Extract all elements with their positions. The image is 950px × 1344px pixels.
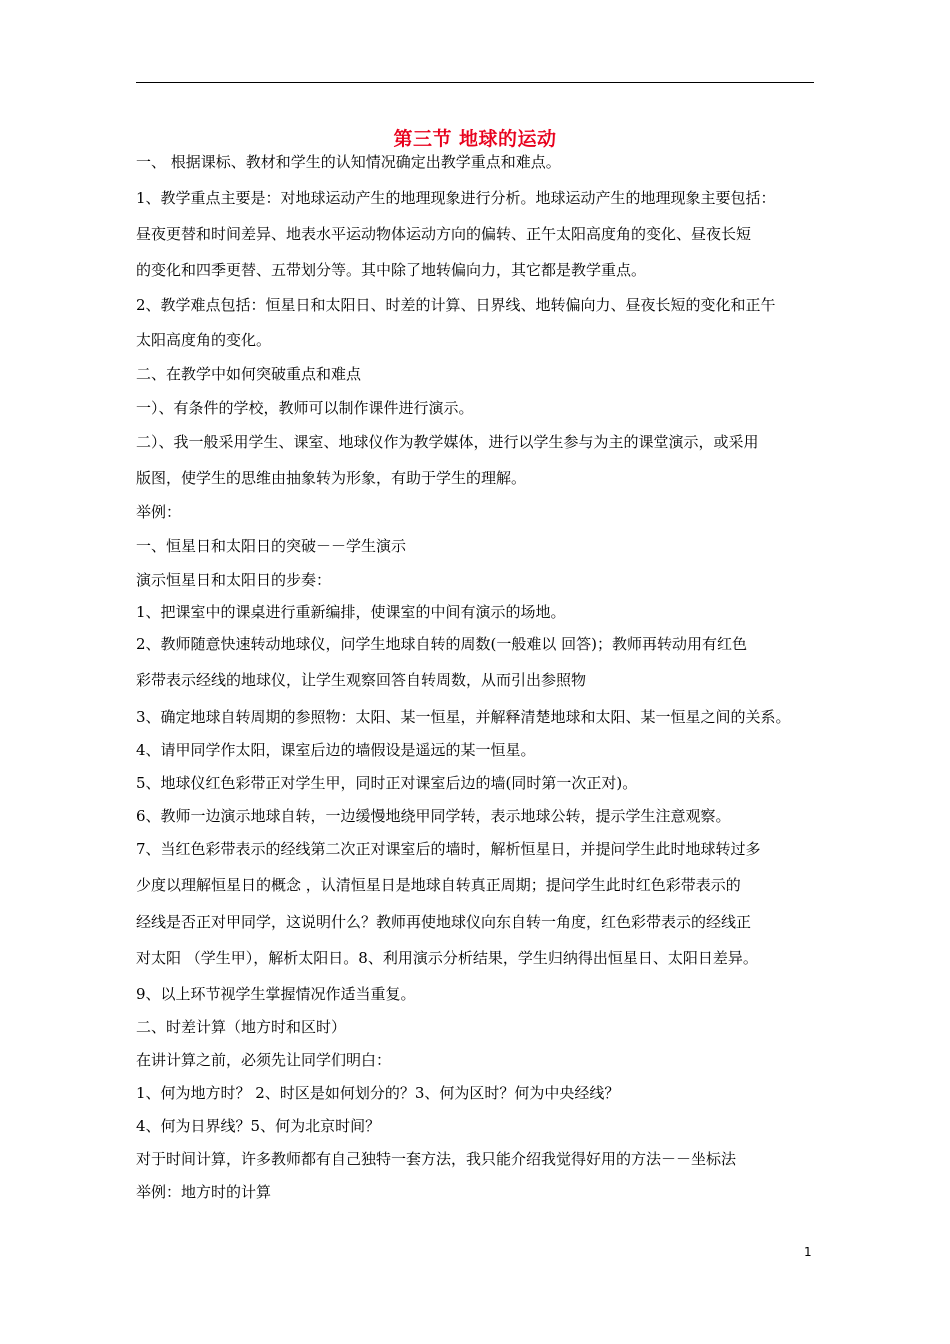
text-line: 对于时间计算，许多教师都有自己独特一套方法，我只能介绍我觉得好用的方法－－坐标法 <box>136 1150 737 1168</box>
text-line: 9、以上环节视学生掌握情况作适当重复。 <box>136 985 416 1003</box>
text-line: 3、确定地球自转周期的参照物：太阳、某一恒星，并解释清楚地球和太阳、某一恒星之间的关系。 <box>136 708 791 726</box>
text-line: 对太阳 （学生甲），解析太阳日。8、利用演示分析结果，学生归纳得出恒星日、太阳日差异。 <box>136 949 758 967</box>
text-line: 在讲计算之前，必须先让同学们明白： <box>136 1051 392 1069</box>
text-line: 举例： <box>136 503 182 521</box>
text-line: 7、当红色彩带表示的经线第二次正对课室后的墙时，解析恒星日，并提问学生此时地球转过多 <box>136 840 761 858</box>
text-line: 5、地球仪红色彩带正对学生甲，同时正对课室后边的墙(同时第一次正对)。 <box>136 774 638 792</box>
text-line: 少度以理解恒星日的概念 ，认清恒星日是地球自转真正周期；提问学生此时红色彩带表示的 <box>136 876 741 894</box>
text-line: 1、教学重点主要是：对地球运动产生的地理现象进行分析。地球运动产生的地理现象主要包括： <box>136 189 776 207</box>
text-line: 4、何为日界线？5、何为北京时间？ <box>136 1117 381 1135</box>
text-line: 一）、有条件的学校，教师可以制作课件进行演示。 <box>136 399 474 417</box>
text-line: 二）、我一般采用学生、课室、地球仪作为教学媒体，进行以学生参与为主的课堂演示，或采用 <box>136 433 759 451</box>
text-line: 2、教学难点包括：恒星日和太阳日、时差的计算、日界线、地转偏向力、昼夜长短的变化和正午 <box>136 296 776 314</box>
text-line: 版图，使学生的思维由抽象转为形象，有助于学生的理解。 <box>136 469 527 487</box>
page-number: 1 <box>804 1245 812 1259</box>
text-line: 彩带表示经线的地球仪，让学生观察回答自转周数，从而引出参照物 <box>136 671 587 689</box>
text-line: 太阳高度角的变化。 <box>136 331 272 349</box>
header-rule <box>136 82 814 83</box>
text-line: 1、把课室中的课桌进行重新编排，使课室的中间有演示的场地。 <box>136 603 566 621</box>
text-line: 1、何为地方时？ 2、时区是如何划分的？3、何为区时？何为中央经线？ <box>136 1084 620 1102</box>
text-line: 的变化和四季更替、五带划分等。其中除了地转偏向力，其它都是教学重点。 <box>136 261 647 279</box>
text-line: 4、请甲同学作太阳，课室后边的墙假设是遥远的某一恒星。 <box>136 741 536 759</box>
text-line: 一、 根据课标、教材和学生的认知情况确定出教学重点和难点。 <box>136 153 561 171</box>
text-line: 2、教师随意快速转动地球仪，问学生地球自转的周数(一般难以 回答)；教师再转动用有红色 <box>136 635 748 653</box>
text-line: 二、在教学中如何突破重点和难点 <box>136 365 362 383</box>
text-line: 经线是否正对甲同学，这说明什么？教师再使地球仪向东自转一角度，红色彩带表示的经线正 <box>136 913 752 931</box>
text-line: 一、恒星日和太阳日的突破－－学生演示 <box>136 537 407 555</box>
text-line: 演示恒星日和太阳日的步奏： <box>136 571 332 589</box>
text-line: 6、教师一边演示地球自转，一边缓慢地绕甲同学转，表示地球公转，提示学生注意观察。 <box>136 807 731 825</box>
document-title: 第三节 地球的运动 <box>393 128 557 150</box>
text-line: 举例：地方时的计算 <box>136 1183 272 1201</box>
text-line: 昼夜更替和时间差异、地表水平运动物体运动方向的偏转、正午太阳高度角的变化、昼夜长短 <box>136 225 752 243</box>
text-line: 二、时差计算（地方时和区时） <box>136 1018 347 1036</box>
